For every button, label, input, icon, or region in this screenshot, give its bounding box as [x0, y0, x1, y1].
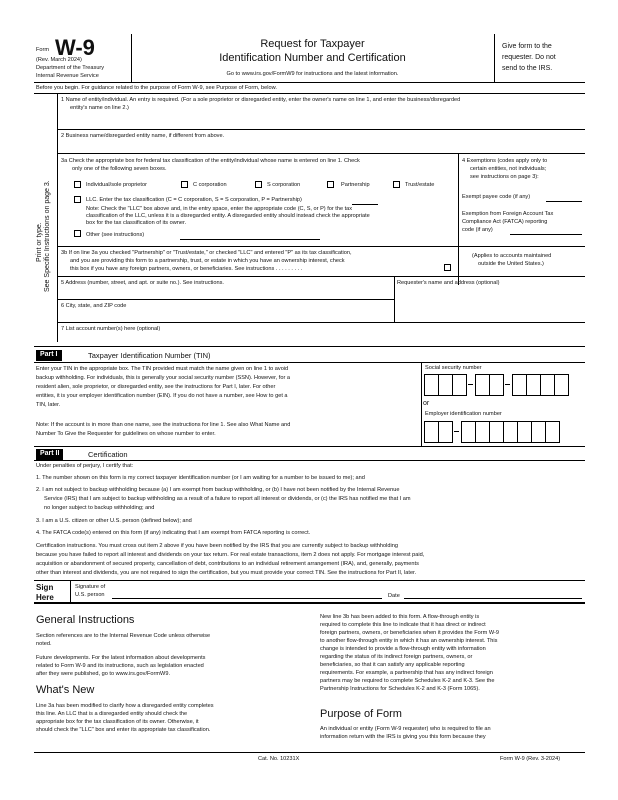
part1-note-2: Number To Give the Requester for guidelines on whose number to enter. [36, 431, 216, 437]
line7-field[interactable] [34, 346, 585, 347]
purpose-2: information return with the IRS is giving you this form because they [320, 734, 486, 740]
llc-note-3: box for the tax classification of its owner. [86, 220, 187, 226]
applies-2: outside the United States.) [478, 261, 544, 267]
fatca-3: code (if any) [462, 227, 493, 233]
sign-label: Sign [36, 583, 54, 592]
line5-text: 5 Address (number, street, and apt. or suite no.). See instructions. [61, 280, 224, 286]
form-word: Form [36, 47, 50, 53]
line6-text: 6 City, state, and ZIP code [61, 303, 127, 309]
trust-estate-label: Trust/estate [405, 182, 435, 188]
part1-note-1: Note: If the account is in more than one name, see the instructions for line 1. See also What Name and [36, 422, 291, 428]
cert-instr-2: because you have failed to report all interest and dividends on your tax return. For real estate transactions, item 2 does not apply. For mortgage interest paid, [36, 552, 425, 558]
future-1: Future developments. For the latest information about developments [36, 655, 206, 661]
whats-new-1: Line 3a has been modified to clarify how a disregarded entity completes [36, 703, 214, 709]
applies-1: (Applies to accounts maintained [472, 253, 552, 259]
part1-rule [34, 362, 585, 363]
cat-number: Cat. No. 10231X [258, 756, 300, 762]
line2-field[interactable] [57, 153, 585, 154]
line3a-text-cont: only one of the following seven boxes. [72, 166, 167, 172]
instructions-url[interactable]: Go to www.irs.gov/FormW9 for instructions and the latest information. [226, 71, 399, 77]
cert-instr-4: other than interest and dividends, you are not required to sign the certification, but you must provide your correct TIN. See the instructions for Part II, later. [36, 570, 417, 576]
individual-checkbox[interactable] [74, 181, 81, 188]
requester-divider [394, 276, 395, 322]
cert-item-4: 4. The FATCA code(s) entered on this form (if any) indicating that I am exempt from FATCA reporting is correct. [36, 530, 311, 536]
give-form-line3: send to the IRS. [502, 65, 553, 72]
s-corp-label: S corporation [267, 182, 301, 188]
whats-new-2: this line. An LLC that is a disregarded entity should check the [36, 711, 188, 717]
footer-form: Form W-9 (Rev. 3-2024) [500, 756, 561, 762]
other-checkbox[interactable] [74, 230, 81, 237]
refs-1: Section references are to the Internal Revenue Code unless otherwise [36, 633, 211, 639]
exempt-payee-field[interactable] [546, 201, 582, 202]
fatca-1: Exemption from Foreign Account Tax [462, 211, 554, 217]
right-text-2: required to complete this line to indicate that it has direct or indirect [320, 622, 486, 628]
right-text-4: to another flow-through entity in which it has an ownership interest. This [320, 638, 498, 644]
sign-bottom-rule [34, 602, 585, 604]
llc-label: LLC. Enter the tax classification (C = C corporation, S = S corporation, P = Partnership) [86, 197, 302, 203]
right-text-9: partners may be required to complete Schedules K-2 and K-3. See the [320, 678, 495, 684]
date-field[interactable] [404, 598, 582, 599]
ssn-input[interactable] [424, 374, 568, 396]
line5-field[interactable] [57, 299, 394, 300]
part1-text-4: entities, it is your employer identification number (EIN). If you do not have a number, see How to get a [36, 393, 288, 399]
part1-text-2: backup withholding. For individuals, this is generally your social security number (SSN). However, for a [36, 375, 291, 381]
trust-estate-checkbox[interactable] [393, 181, 400, 188]
part2-title: Certification [88, 450, 128, 459]
llc-code-field[interactable] [352, 204, 378, 205]
line3a-text: 3a Check the appropriate box for federal tax classification of the entity/individual whose name is entered on line 1. Check [61, 158, 360, 164]
llc-checkbox[interactable] [74, 196, 81, 203]
other-field[interactable] [180, 239, 320, 240]
right-text-5: change is intended to provide a flow-through entity with information [320, 646, 486, 652]
side-instructions-label: See Specific Instructions on page 3. [44, 180, 51, 292]
cert-instr-3: acquisition or abandonment of secured property, cancellation of debt, contributions to an individual retirement arrangement (IRA), and, generally, payments [36, 561, 419, 567]
llc-note-1: Note: Check the "LLC" box above and, in the entry space, enter the appropriate code (C, S, or P) for the tax [86, 206, 353, 212]
fatca-2: Compliance Act (FATCA) reporting [462, 219, 548, 225]
us-person-label: U.S. person [75, 592, 105, 598]
signature-field[interactable] [112, 598, 382, 599]
c-corp-checkbox[interactable] [181, 181, 188, 188]
partnership-label: Partnership [341, 182, 370, 188]
header-divider-right [494, 34, 495, 82]
other-label: Other (see instructions) [86, 232, 145, 238]
cert-intro: Under penalties of perjury, I certify that: [36, 463, 134, 469]
sign-divider [70, 580, 71, 602]
foreign-partners-checkbox[interactable] [444, 264, 451, 271]
side-divider [57, 93, 58, 342]
fatca-code-field[interactable] [510, 234, 582, 235]
cert-item-2: 2. I am not subject to backup withholding because (a) I am exempt from backup withholding, or (b) I have not been notified by the Internal Revenue [36, 487, 400, 493]
part2-label: Part II [36, 449, 63, 460]
tin-divider [421, 362, 422, 446]
line7-text: 7 List account number(s) here (optional) [61, 326, 161, 332]
footer-rule [34, 752, 585, 753]
side-print-label: Print or type. [36, 222, 43, 262]
line3b-1: 3b If on line 3a you checked "Partnership" or "Trust/estate," or checked "LLC" and entered "P" as its tax classification, [61, 250, 352, 256]
signature-label: Signature of [75, 584, 106, 590]
exempt-payee-label: Exempt payee code (if any) [462, 194, 531, 200]
cert-item-1: 1. The number shown on this form is my correct taxpayer identification number (or I am waiting for a number to be issued to me); and [36, 475, 365, 481]
line3b-bottom-rule [57, 276, 585, 277]
right-text-10: Partnership Instructions for Schedules K-2 and K-3 (Form 1065). [320, 686, 480, 692]
line3b-2: and you are providing this form to a partnership, trust, or estate in which you have an ownership interest, check [70, 258, 345, 264]
exemptions-2: certain entities, not individuals; [470, 166, 547, 172]
part1-title: Taxpayer Identification Number (TIN) [88, 351, 211, 360]
part2-rule [34, 460, 585, 461]
exemptions-1: 4 Exemptions (codes apply only to [462, 158, 548, 164]
part1-bottom-rule [34, 446, 585, 447]
llc-note-2: classification of the LLC, unless it is a disregarded entity. A disregarded entity should instead check the appropriate [86, 213, 370, 219]
part1-label: Part I [36, 350, 62, 361]
requester-label: Requester's name and address (optional) [397, 280, 500, 286]
ssn-label: Social security number [425, 365, 482, 371]
right-text-8: requirements. For example, a partnership that has any indirect foreign [320, 670, 493, 676]
form-title-line1: Request for Taxpayer [260, 38, 365, 50]
general-instructions-title: General Instructions [36, 614, 135, 626]
cert-instr-1: Certification instructions. You must cross out item 2 above if you have been notified by the IRS that you are currently subject to backup withholding [36, 543, 398, 549]
refs-2: noted. [36, 641, 52, 647]
s-corp-checkbox[interactable] [255, 181, 262, 188]
line6-field[interactable] [57, 322, 585, 323]
partnership-checkbox[interactable] [327, 181, 334, 188]
purpose-1: An individual or entity (Form W-9 requester) who is required to file an [320, 726, 491, 732]
part1-text-3: resident alien, sole proprietor, or disregarded entity, see the instructions for Part I, later. For other [36, 384, 276, 390]
give-form-line1: Give form to the [502, 43, 552, 50]
line1-field[interactable] [57, 129, 585, 130]
right-text-7: beneficiaries, so that it can satisfy any applicable reporting [320, 662, 465, 668]
part1-text-1: Enter your TIN in the appropriate box. The TIN provided must match the name given on line 1 to avoid [36, 366, 289, 372]
cert-item-2b: Service (IRS) that I am subject to backup withholding as a result of a failure to report all interest or dividends, or (c) the IRS has notified me that I am [44, 496, 411, 502]
cert-item-2c: no longer subject to backup withholding; and [44, 505, 155, 511]
sign-top-rule [34, 580, 585, 581]
form-number: W-9 [55, 35, 95, 60]
before-begin: Before you begin. For guidance related to the purpose of Form W-9, see Purpose of Form, below. [36, 85, 277, 91]
line1-text: 1 Name of entity/individual. An entry is required. (For a sole proprietor or disregarded entity, enter the owner's name on line 1, and enter the business/disregarded [61, 97, 461, 103]
here-label: Here [36, 593, 54, 602]
before-begin-rule [34, 93, 585, 94]
right-text-1: New line 3b has been added to this form. A flow-through entity is [320, 614, 480, 620]
part1-text-5: TIN, later. [36, 402, 61, 408]
right-text-3: foreign partners, owners, or beneficiaries when it provides the Form W-9 [320, 630, 499, 636]
ein-label: Employer identification number [425, 411, 502, 417]
line3b-3: this box if you have any foreign partners, owners, or beneficiaries. See instructions . . . . . . . . . [70, 266, 303, 272]
c-corp-label: C corporation [193, 182, 227, 188]
whats-new-4: should check the "LLC" box and enter its appropriate tax classification. [36, 727, 211, 733]
header-bottom-rule [34, 82, 585, 83]
line1-text-cont: entity's name on line 2.) [70, 105, 129, 111]
revision: (Rev. March 2024) [36, 57, 82, 63]
line3a-bottom-rule [57, 246, 585, 247]
purpose-title: Purpose of Form [320, 708, 402, 720]
exemptions-3: see instructions on page 3): [470, 174, 539, 180]
whats-new-3: appropriate box for the tax classification of its owner. Otherwise, it [36, 719, 199, 725]
whats-new-title: What's New [36, 684, 95, 696]
irs-label: Internal Revenue Service [36, 73, 99, 79]
cert-item-3: 3. I am a U.S. citizen or other U.S. person (defined below); and [36, 518, 192, 524]
right-text-6: regarding the status of its indirect foreign partners, owners, or [320, 654, 473, 660]
ein-input[interactable] [424, 421, 559, 443]
future-3[interactable]: after they were published, go to www.irs.gov/FormW9. [36, 671, 170, 677]
date-label: Date [388, 593, 400, 599]
future-2: related to Form W-9 and its instructions, such as legislation enacted [36, 663, 204, 669]
department: Department of the Treasury [36, 65, 105, 71]
line3-right-divider [458, 153, 459, 285]
line2-text: 2 Business name/disregarded entity name, if different from above. [61, 133, 225, 139]
individual-label: Individual/sole proprietor [86, 182, 147, 188]
or-label: or [423, 400, 430, 407]
form-title-line2: Identification Number and Certification [219, 52, 406, 64]
give-form-line2: requester. Do not [502, 54, 556, 61]
